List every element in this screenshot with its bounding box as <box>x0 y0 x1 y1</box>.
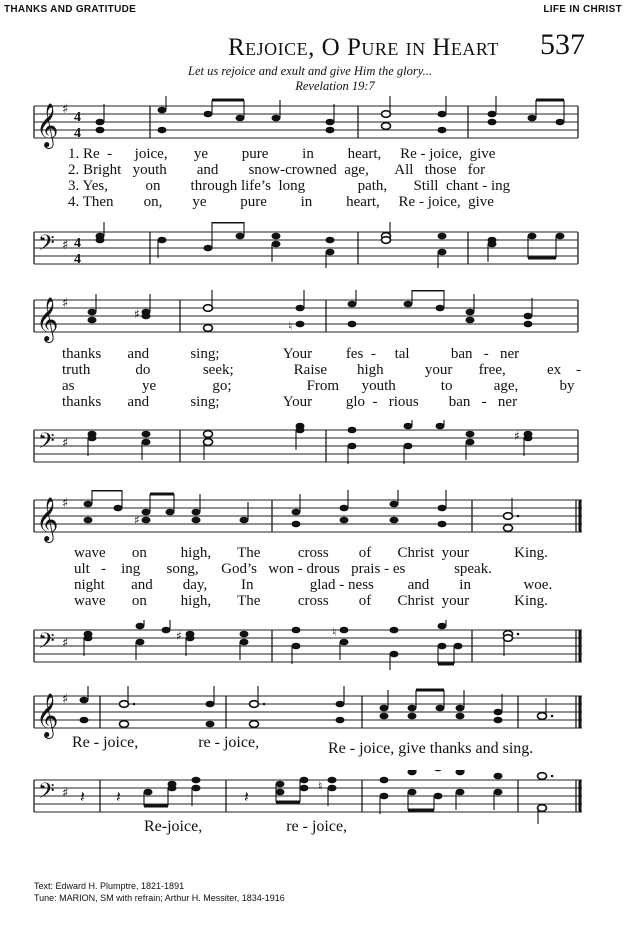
verse-1-line-2: thanks and sing; Your fes - tal ban - ner <box>62 346 520 362</box>
svg-text:𝄞: 𝄞 <box>36 497 59 541</box>
svg-text:♯: ♯ <box>62 786 69 801</box>
system-3-bass-staff <box>0 620 640 680</box>
svg-text:4: 4 <box>74 126 81 141</box>
svg-text:♮: ♮ <box>288 319 293 333</box>
verse-1-line-3: wave on high, The cross of Christ your King. <box>74 545 548 561</box>
bass-clef-icon: 𝄢 <box>38 231 55 261</box>
svg-text:♯: ♯ <box>134 513 140 527</box>
sharp-icon: ♯ <box>62 102 69 117</box>
svg-text:4: 4 <box>74 252 81 267</box>
svg-text:♯: ♯ <box>62 238 69 253</box>
verse-4-line-3: wave on high, The cross of Christ your King. <box>74 593 548 609</box>
verse-1-line-1: 1. Re - joice, ye pure in heart, Re - joice, give <box>68 146 496 162</box>
text-credit: Text: Edward H. Plumptre, 1821-1891 <box>34 881 185 891</box>
svg-text:♯: ♯ <box>62 692 69 707</box>
svg-text:♯: ♯ <box>62 436 69 451</box>
svg-text:4: 4 <box>74 236 81 251</box>
epigraph-text: Let us rejoice and exult and give Him the glory... <box>188 64 432 78</box>
svg-text:𝄞: 𝄞 <box>36 693 59 737</box>
refrain-lyrics-upper: Re - joice, re - joice, <box>72 734 260 751</box>
svg-text:♮: ♮ <box>318 779 323 793</box>
svg-text:♯: ♯ <box>62 296 69 311</box>
verse-3-line-2: as ye go; From youth to age, by <box>62 378 575 394</box>
svg-text:𝄞: 𝄞 <box>36 297 59 341</box>
verse-2-line-3: ult - ing song, God’s won - drous prais - es speak. <box>74 561 492 577</box>
svg-text:𝄽: 𝄽 <box>244 787 249 806</box>
treble-clef-icon: 𝄞 <box>36 103 59 147</box>
svg-text:♯: ♯ <box>176 629 182 643</box>
svg-text:♯: ♯ <box>62 496 69 511</box>
refrain-lyrics-upper-2: Re - joice, give thanks and sing. <box>328 740 534 757</box>
svg-text:4: 4 <box>74 110 81 125</box>
section-right: LIFE IN CHRIST <box>543 4 622 15</box>
epigraph <box>180 64 440 94</box>
hymn-title: Rejoice, O Pure in Heart <box>228 34 499 61</box>
system-1-bass-staff <box>0 222 640 282</box>
tune-credit: Tune: MARION, SM with refrain; Arthur H. Messiter, 1834-1916 <box>34 893 285 903</box>
system-2-treble-staff <box>0 290 640 350</box>
hymn-number: 537 <box>540 28 585 61</box>
svg-text:♯: ♯ <box>62 636 69 651</box>
svg-text:♯: ♯ <box>514 429 520 443</box>
credits <box>34 880 285 904</box>
verse-4-line-1: 4. Then on, ye pure in heart, Re - joice, give <box>68 194 494 210</box>
epigraph-reference: Revelation 19:7 <box>295 79 375 93</box>
system-3-treble-staff <box>0 490 640 550</box>
svg-text:♮: ♮ <box>332 625 337 639</box>
verse-2-line-2: truth do seek; Raise high your free, ex - <box>62 362 582 378</box>
section-left: THANKS AND GRATITUDE <box>4 4 137 15</box>
svg-text:𝄢: 𝄢 <box>38 779 55 809</box>
note-icon <box>96 96 565 133</box>
svg-text:𝄢: 𝄢 <box>38 429 55 459</box>
verse-3-line-3: night and day, In glad - ness and in woe. <box>74 577 553 593</box>
svg-text:𝄽: 𝄽 <box>116 787 121 806</box>
system-2-bass-staff <box>0 420 640 480</box>
refrain-lyrics-lower: Re-joice, re - joice, <box>144 818 348 835</box>
verse-2-line-1: 2. Bright youth and snow-crowned age, All those for <box>68 162 486 178</box>
verse-4-line-2: thanks and sing; Your glo - rious ban - ner <box>62 394 518 410</box>
svg-text:𝄢: 𝄢 <box>38 629 55 659</box>
svg-text:𝄽: 𝄽 <box>80 787 85 806</box>
svg-text:♯: ♯ <box>134 307 140 321</box>
verse-3-line-1: 3. Yes, on through life’s long path, Still chant - ing <box>68 178 511 194</box>
